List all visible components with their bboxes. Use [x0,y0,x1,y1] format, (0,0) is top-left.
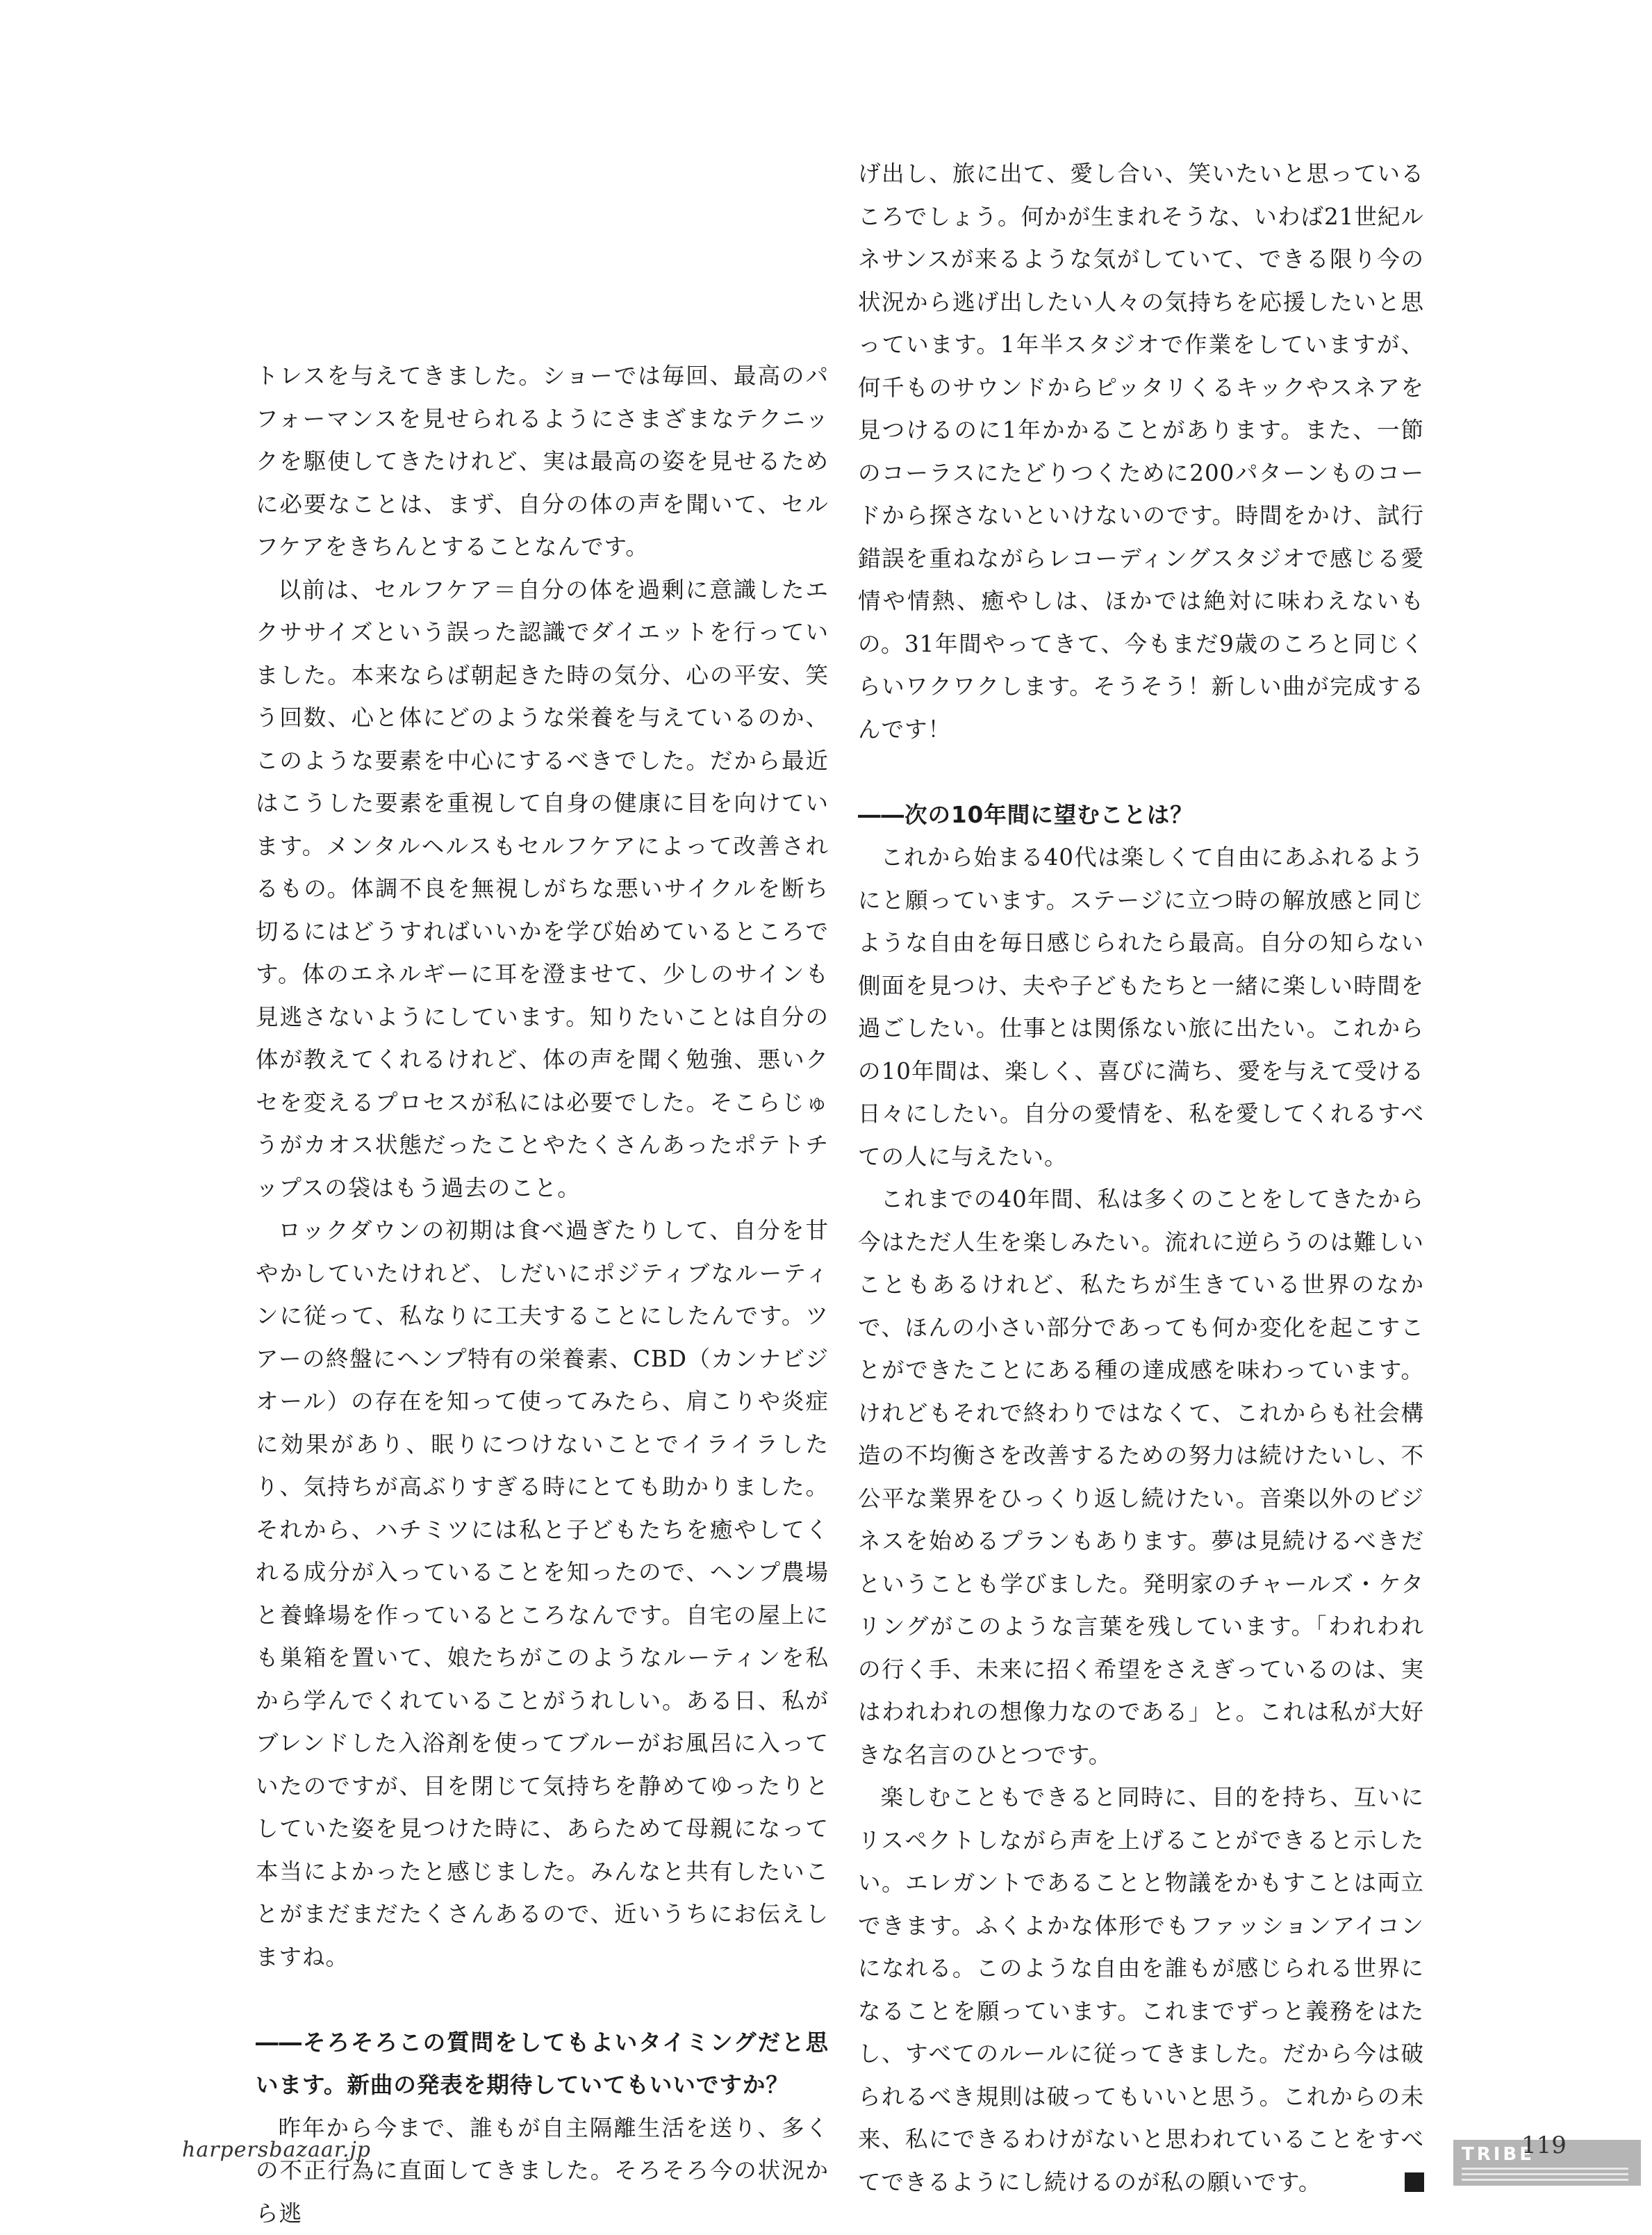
page-number: 119 [1521,2131,1567,2159]
paragraph: 以前は、セルフケア＝自分の体を過剰に意識したエクササイズという誤った認識でダイエットを行っていました。本来ならば朝起きた時の気分、心の平安、笑う回数、心と体にどのような栄養を与えているのか、このような要素を中心にするべきでした。だから最近はこうした要素を重視して自身の健康に目を向けています。メンタルヘルスもセルフケアによって改善されるもの。体調不良を無視しがちな悪いサイクルを断ち切るにはどうすればいいかを学び始めているところです。体のエネルギーに耳を澄ませて、少しのサインも見逃さないようにしています。知りたいことは自分の体が教えてくれるけれど、体の声を聞く勉強、悪いクセを変えるプロセスが私には必要でした。そこらじゅうがカオス状態だったことやたくさんあったポテトチップスの袋はもう過去のこと。 [256,569,829,1210]
section-spacer [858,751,1424,794]
interview-question: ――次の10年間に望むことは？ [858,794,1424,837]
interview-question: ――そろそろこの質問をしてもよいタイミングだと思います。新曲の発表を期待していてもいいですか？ [256,2022,829,2107]
end-mark-icon [1405,2172,1424,2192]
watermark-line [1462,2173,1628,2175]
footer-site-url: harpersbazaar.jp [182,2138,371,2162]
paragraph: 昨年から今まで、誰もが自主隔離生活を送り、多くの不正行為に直面してきました。そろそろ今の状況から逃 [256,2107,829,2235]
right-column [858,153,1424,2204]
watermark-line [1462,2179,1628,2181]
section-spacer [256,1979,829,2022]
paragraph: ロックダウンの初期は食べ過ぎたりして、自分を甘やかしていたけれど、しだいにポジティブなルーティンに従って、私なりに工夫することにしたんです。ツアーの終盤にヘンプ特有の栄養素、CBD（カンナビジオール）の存在を知って使ってみたら、肩こりや炎症に効果があり、眠りにつけないことでイライラしたり、気持ちが高ぶりすぎる時にとても助かりました。それから、ハチミツには私と子どもたちを癒やしてくれる成分が入っていることを知ったので、ヘンプ農場と養蜂場を作っているところなんです。自宅の屋上にも巣箱を置いて、娘たちがこのようなルーティンを私から学んでくれていることがうれしい。ある日、私がブレンドした入浴剤を使ってブルーがお風呂に入っていたのですが、目を閉じて気持ちを静めてゆったりとしていた姿を見つけた時に、あらためて母親になって本当によかったと感じました。みんなと共有したいことがまだまだたくさんあるので、近いうちにお伝えしますね。 [256,1210,829,1979]
paragraph: これから始まる40代は楽しくて自由にあふれるようにと願っています。ステージに立つ時の解放感と同じような自由を毎日感じられたら最高。自分の知らない側面を見つけ、夫や子どもたちと一緒に楽しい時間を過ごしたい。仕事とは関係ない旅に出たい。これからの10年間は、楽しく、喜びに満ち、愛を与えて受ける日々にしたい。自分の愛情を、私を愛してくれるすべての人に与えたい。 [858,836,1424,1178]
paragraph: げ出し、旅に出て、愛し合い、笑いたいと思っているころでしょう。何かが生まれそうな、いわば21世紀ルネサンスが来るような気がしていて、できる限り今の状況から逃げ出したい人々の気持ちを応援したいと思っています。1年半スタジオで作業をしていますが、何千ものサウンドからピッタリくるキックやスネアを見つけるのに1年かかることがあります。また、一節のコーラスにたどりつくために200パターンものコードから探さないといけないのです。時間をかけ、試行錯誤を重ねながらレコーディングスタジオで感じる愛情や情熱、癒やしは、ほかでは絶対に味わえないもの。31年間やってきて、今もまだ9歳のころと同じくらいワクワクします。そうそう！新しい曲が完成するんです！ [858,153,1424,751]
watermark-brand: TRIBE [1462,2144,1535,2165]
paragraph: トレスを与えてきました。ショーでは毎回、最高のパフォーマンスを見せられるようにさまざまなテクニックを駆使してきたけれど、実は最高の姿を見せるために必要なことは、まず、自分の体の声を聞いて、セルフケアをきちんとすることなんです。 [256,355,829,569]
paragraph-text: 楽しむこともできると同時に、目的を持ち、互いにリスペクトしながら声を上げることができると示したい。エレガントであることと物議をかもすことは両立できます。ふくよかな体形でもファッションアイコンになれる。このような自由を誰もが感じられる世界になることを願っています。これまでずっと義務をはたし、すべてのルールに従ってきました。だから今は破られるべき規則は破ってもいいと思う。これからの未来、私にできるわけがないと思われていることをすべてできるようにし続けるのが私の願いです。 [858,1784,1424,2195]
left-column [256,355,829,2235]
watermark-line [1462,2168,1628,2170]
paragraph [858,1776,1424,2204]
paragraph: これまでの40年間、私は多くのことをしてきたから今はただ人生を楽しみたい。流れに逆らうのは難しいこともあるけれど、私たちが生きている世界のなかで、ほんの小さい部分であっても何か変化を起こすことができたことにある種の達成感を味わっています。けれどもそれで終わりではなくて、これからも社会構造の不均衡さを改善するための努力は続けたいし、不公平な業界をひっくり返し続けたい。音楽以外のビジネスを始めるプランもあります。夢は見続けるべきだということも学びました。発明家のチャールズ・ケタリングがこのような言葉を残しています。「われわれの行く手、未来に招く希望をさえぎっているのは、実はわれわれの想像力なのである」と。これは私が大好きな名言のひとつです。 [858,1178,1424,1776]
